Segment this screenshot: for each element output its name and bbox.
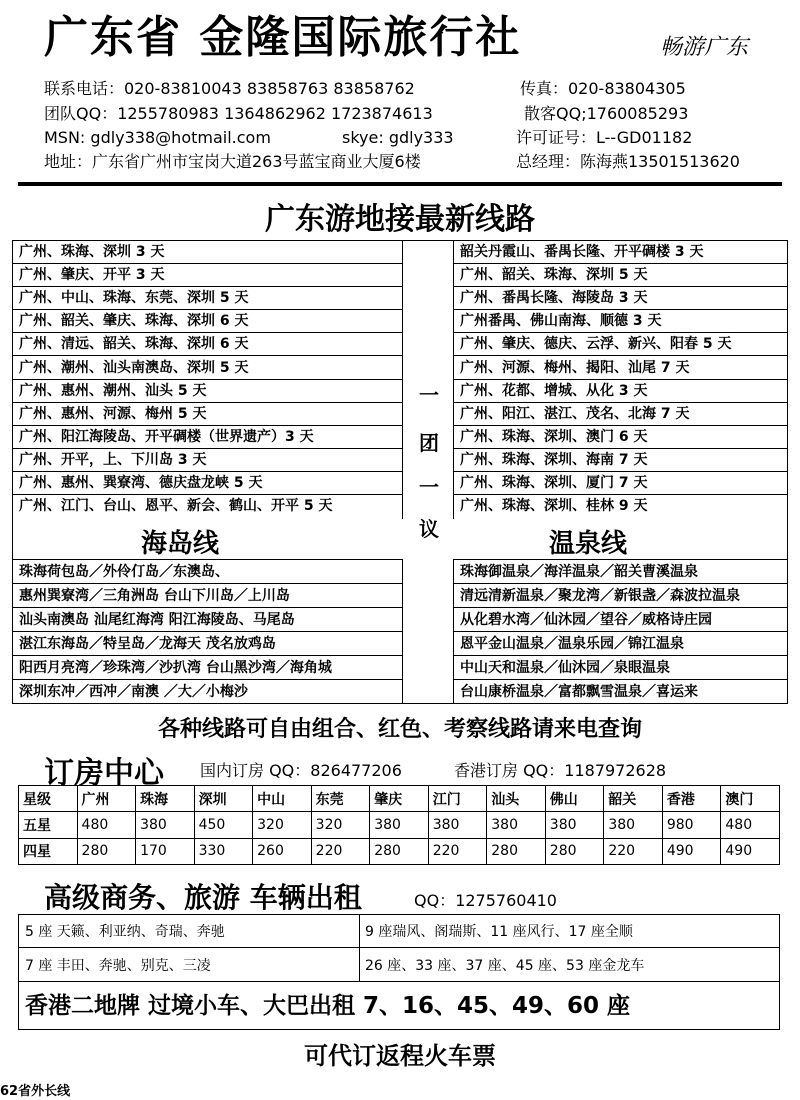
island-item: 湛江东海岛／特呈岛／龙海天 茂名放鸡岛 xyxy=(13,632,402,656)
column-header: 香港 xyxy=(662,786,721,812)
column-header: 肇庆 xyxy=(370,786,429,812)
license-text: 许可证号：L--GD01182 xyxy=(516,128,693,147)
column-header: 澳门 xyxy=(721,786,780,812)
route-item: 广州、韶关、肇庆、珠海、深圳 6 天 xyxy=(13,310,402,333)
msn-text: MSN: gdly338@hotmail.com xyxy=(44,128,271,147)
column-header: 东莞 xyxy=(311,786,370,812)
price-cell: 220 xyxy=(604,838,663,864)
hotspring-heading: 温泉线 xyxy=(549,529,628,559)
island-item: 阳西月亮湾／珍珠湾／沙扒湾 台山黑沙湾／海角城 xyxy=(13,656,402,680)
hotspring-item: 中山天和温泉／仙沐园／泉眼温泉 xyxy=(454,656,787,680)
island-item: 深圳东冲／西冲／南澳 ／大／小梅沙 xyxy=(19,684,248,700)
column-header: 星级 xyxy=(19,786,78,812)
header-divider xyxy=(18,182,782,186)
route-item: 广州、阳江、湛江、茂名、北海 7 天 xyxy=(454,403,787,426)
hotspring-item: 珠海御温泉／海洋温泉／韶关曹溪温泉 xyxy=(454,560,787,584)
route-item: 广州番禺、佛山南海、顺德 3 天 xyxy=(454,310,787,333)
rental-qq: QQ：1275760410 xyxy=(414,891,557,910)
route-item: 广州、惠州、巽寮湾、德庆盘龙峡 5 天 xyxy=(13,472,402,495)
price-cell: 220 xyxy=(428,838,487,864)
route-item: 广州、清远、韶关、珠海、深圳 6 天 xyxy=(13,333,402,356)
price-cell: 170 xyxy=(136,838,195,864)
route-item: 广州、潮州、汕头南澳岛、深圳 5 天 xyxy=(13,357,402,380)
price-cell: 980 xyxy=(662,812,721,838)
island-item: 惠州巽寮湾／三角洲岛 台山下川岛／上川岛 xyxy=(13,584,402,608)
hk-plate-rental: 香港二地牌 过境小车、大巴出租 7、16、45、49、60 座 xyxy=(25,993,631,1019)
hotspring-item: 清远清新温泉／聚龙湾／新银盏／森波拉温泉 xyxy=(454,584,787,608)
column-header: 汕头 xyxy=(487,786,546,812)
center-word-3: 一 xyxy=(419,475,439,499)
column-header: 江门 xyxy=(428,786,487,812)
price-cell: 380 xyxy=(370,812,429,838)
route-item: 广州、阳江海陵岛、开平碉楼（世界遗产）3 天 xyxy=(13,426,402,449)
combo-note: 各种线路可自由组合、红色、考察线路请来电查询 xyxy=(157,717,642,742)
center-word-4: 议 xyxy=(419,517,439,541)
island-heading: 海岛线 xyxy=(141,529,220,559)
routes-heading: 广东游地接最新线路 xyxy=(265,202,535,237)
table-row xyxy=(19,838,780,864)
price-cell: 330 xyxy=(194,838,253,864)
page-footer: 62省外长线 xyxy=(0,1084,71,1099)
price-cell: 280 xyxy=(77,838,136,864)
column-header: 韶关 xyxy=(604,786,663,812)
rental-box xyxy=(18,914,780,1030)
route-item: 广州、珠海、深圳、澳门 6 天 xyxy=(454,426,787,449)
route-item: 韶关丹霞山、番禺长隆、开平碉楼 3 天 xyxy=(454,241,787,264)
route-item: 广州、珠海、深圳、桂林 9 天 xyxy=(460,498,648,515)
slogan-text: 畅游广东 xyxy=(660,35,749,60)
price-cell: 490 xyxy=(662,838,721,864)
rental-divider-h2 xyxy=(19,981,779,982)
route-item: 广州、惠州、潮州、汕头 5 天 xyxy=(13,380,402,403)
column-header: 佛山 xyxy=(545,786,604,812)
price-cell: 280 xyxy=(487,838,546,864)
rental-divider-v xyxy=(359,915,360,981)
route-item: 广州、河源、梅州、揭阳、汕尾 7 天 xyxy=(454,357,787,380)
rental-cell-9seat: 9 座瑞风、阁瑞斯、11 座风行、17 座全顺 xyxy=(365,924,633,940)
price-cell: 220 xyxy=(311,838,370,864)
route-item: 广州、番禺长隆、海陵岛 3 天 xyxy=(454,287,787,310)
route-item: 广州、花都、增城、从化 3 天 xyxy=(454,380,787,403)
price-cell: 380 xyxy=(428,812,487,838)
route-item: 广州、肇庆、德庆、云浮、新兴、阳春 5 天 xyxy=(454,333,787,356)
agency-title: 广东省 金隆国际旅行社 xyxy=(44,12,522,63)
star-rating-cell: 五星 xyxy=(19,812,78,838)
train-note: 可代订返程火车票 xyxy=(304,1042,496,1070)
center-word-2: 团 xyxy=(419,431,439,455)
hotel-price-table xyxy=(18,785,780,865)
price-cell: 480 xyxy=(721,812,780,838)
individual-qq-text: 散客QQ;1760085293 xyxy=(524,104,689,123)
price-cell: 320 xyxy=(311,812,370,838)
column-header: 深圳 xyxy=(194,786,253,812)
skye-text: skye: gdly333 xyxy=(342,128,454,147)
table-header-row xyxy=(19,786,780,812)
island-item: 珠海荷包岛／外伶仃岛／东澳岛、 xyxy=(13,560,402,584)
hotspring-list xyxy=(453,559,787,703)
price-cell: 380 xyxy=(487,812,546,838)
domestic-booking-qq: 国内订房 QQ：826477206 xyxy=(200,761,402,780)
rental-divider-h1 xyxy=(19,947,779,948)
price-cell: 380 xyxy=(545,812,604,838)
price-cell: 380 xyxy=(604,812,663,838)
column-header: 中山 xyxy=(253,786,312,812)
route-item: 广州、珠海、深圳、厦门 7 天 xyxy=(454,472,787,495)
price-cell: 260 xyxy=(253,838,312,864)
hotspring-item: 从化碧水湾／仙沐园／望谷／威格诗庄园 xyxy=(454,608,787,632)
address-text: 地址：广东省广州市宝岗大道263号蓝宝商业大厦6楼 xyxy=(44,152,421,171)
price-cell: 280 xyxy=(370,838,429,864)
hotspring-item: 恩平金山温泉／温泉乐园／锦江温泉 xyxy=(454,632,787,656)
routes-box xyxy=(12,240,788,704)
route-item: 广州、开平，上、下川岛 3 天 xyxy=(13,449,402,472)
hk-booking-qq: 香港订房 QQ：1187972628 xyxy=(454,761,667,780)
left-routes-list xyxy=(13,241,403,519)
route-item: 广州、珠海、深圳、海南 7 天 xyxy=(454,449,787,472)
route-item: 广州、中山、珠海、东莞、深圳 5 天 xyxy=(13,287,402,310)
rental-cell-7seat: 7 座 丰田、奔驰、别克、三凌 xyxy=(25,958,211,974)
booking-heading: 订房中心 xyxy=(44,756,164,791)
center-word-1: 一 xyxy=(419,383,439,407)
route-item: 广州、珠海、深圳 3 天 xyxy=(13,241,402,264)
price-cell: 450 xyxy=(194,812,253,838)
price-cell: 280 xyxy=(545,838,604,864)
price-cell: 490 xyxy=(721,838,780,864)
column-header: 珠海 xyxy=(136,786,195,812)
table-row xyxy=(19,812,780,838)
rental-heading: 高级商务、旅游 车辆出租 xyxy=(44,881,362,914)
route-item: 广州、江门、台山、恩平、新会、鹤山、开平 5 天 xyxy=(19,498,333,515)
island-list xyxy=(13,559,403,703)
rental-cell-bus: 26 座、33 座、37 座、45 座、53 座金龙车 xyxy=(365,958,645,974)
star-rating-cell: 四星 xyxy=(19,838,78,864)
right-routes-list xyxy=(453,241,787,519)
manager-text: 总经理：陈海燕13501513620 xyxy=(516,152,740,171)
price-cell: 380 xyxy=(136,812,195,838)
column-header: 广州 xyxy=(77,786,136,812)
island-item: 汕头南澳岛 汕尾红海湾 阳江海陵岛、马尾岛 xyxy=(13,608,402,632)
route-item: 广州、惠州、河源、梅州 5 天 xyxy=(13,403,402,426)
hotspring-item: 台山康桥温泉／富都飘雪温泉／喜运来 xyxy=(460,684,698,700)
phone-text: 联系电话：020-83810043 83858763 83858762 xyxy=(44,79,415,98)
team-qq-text: 团队QQ：1255780983 1364862962 1723874613 xyxy=(44,104,433,123)
price-cell: 480 xyxy=(77,812,136,838)
fax-text: 传真：020-83804305 xyxy=(520,79,686,98)
route-item: 广州、韶关、珠海、深圳 5 天 xyxy=(454,264,787,287)
route-item: 广州、肇庆、开平 3 天 xyxy=(13,264,402,287)
price-cell: 320 xyxy=(253,812,312,838)
rental-cell-5seat: 5 座 天籁、利亚纳、奇瑞、奔驰 xyxy=(25,924,225,940)
